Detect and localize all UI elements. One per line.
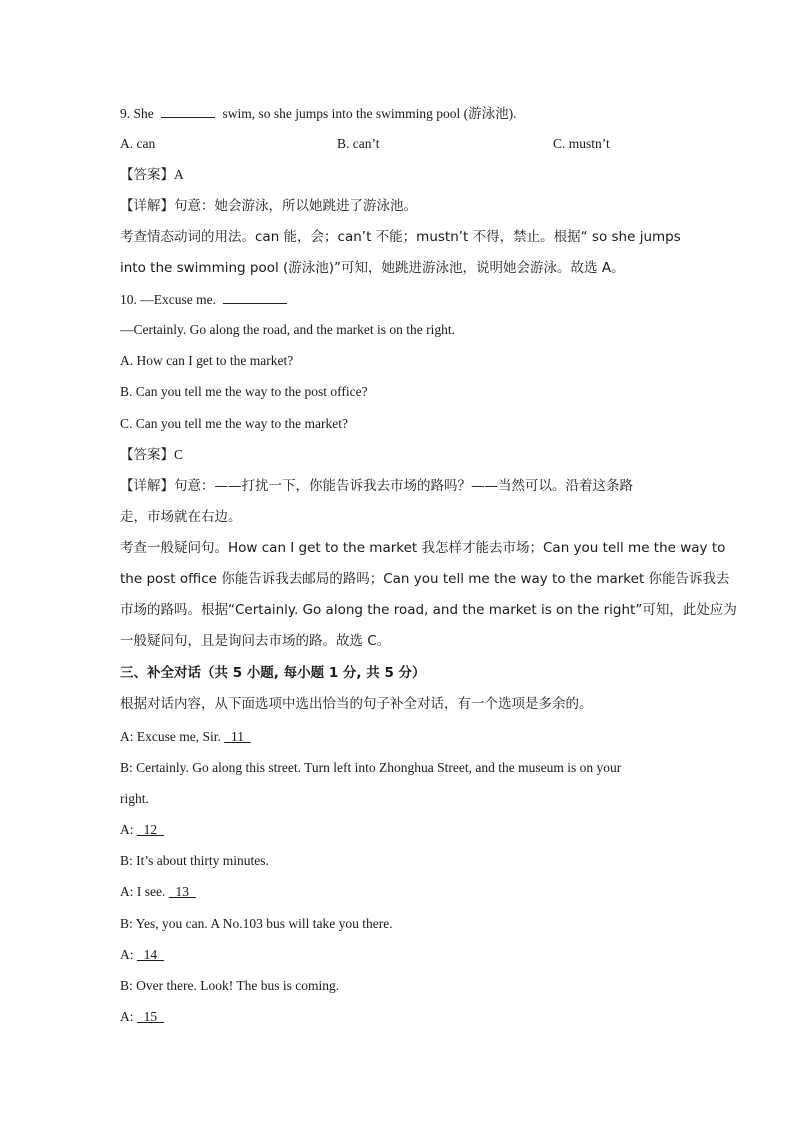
q9-stem — [120, 103, 680, 124]
blank-11: 11 — [224, 729, 251, 744]
q10-detail-1 — [120, 476, 680, 496]
q10-reply: —Certainly. Go along the road, and the market is on the right. — [120, 322, 456, 337]
dialogue-text: B: Over there. Look! The bus is coming. — [120, 978, 340, 993]
dialogue-line — [120, 758, 680, 778]
q10-answer-label: 【答案】 — [120, 447, 174, 463]
q9-answer — [120, 165, 680, 185]
dialogue-line — [120, 789, 680, 809]
section-3-instruction: 根据对话内容，从下面选项中选出恰当的句子补全对话，有一个选项是多余的。 — [120, 696, 593, 712]
q10-blank — [223, 289, 287, 304]
blank-15: 15 — [136, 1009, 164, 1024]
dialogue-line — [120, 882, 680, 902]
q9-detail-2: 考查情态动词的用法。can 能，会；can’t 不能；mustn’t 不得，禁止。根据“ so she jumps — [120, 229, 681, 245]
q10-option-a: A. How can I get to the market? — [120, 353, 294, 368]
q9-option-b: B. can’t — [337, 136, 380, 151]
dialogue-line — [120, 851, 680, 871]
dialogue-text: B: It’s about thirty minutes. — [120, 853, 269, 868]
dialogue-text: B: Certainly. Go along this street. Turn left into Zhonghua Street, and the museum is on your — [120, 760, 622, 775]
dialogue-line — [120, 727, 680, 747]
q9-detail-1 — [120, 196, 680, 216]
dialogue-line — [120, 1007, 680, 1027]
q10-detail-6: 一般疑问句，且是询问去市场的路。故选 C。 — [120, 633, 391, 649]
q9-detail-3: into the swimming pool (游泳池)”可知，她跳进游泳池，说明她会游泳。故选 A。 — [120, 260, 625, 276]
blank-14: 14 — [136, 947, 164, 962]
q10-detail-5: 市场的路吗。根据“Certainly. Go along the road, and the market is on the right”可知，此处应为 — [120, 602, 737, 618]
dialogue-line — [120, 914, 680, 934]
q9-options — [120, 134, 680, 154]
q10-option-b: B. Can you tell me the way to the post office? — [120, 384, 368, 399]
dialogue-text: B: Yes, you can. A No.103 bus will take you there. — [120, 916, 393, 931]
q9-detail-label: 【详解】 — [120, 198, 174, 214]
q10-stem-text: 10. —Excuse me. — [120, 292, 216, 307]
dialogue-text: right. — [120, 791, 149, 806]
q9-option-a: A. can — [120, 136, 156, 151]
q9-option-c: C. mustn’t — [553, 136, 610, 151]
dialogue-line — [120, 820, 680, 840]
section-3-heading: 三、补全对话（共 5 小题, 每小题 1 分, 共 5 分） — [120, 665, 426, 681]
q10-stem — [120, 289, 680, 310]
dialogue-text: A: — [120, 1009, 137, 1024]
dialogue-line — [120, 976, 680, 996]
q10-detail-3: 考查一般疑问句。How can I get to the market 我怎样才能去市场；Can you tell me the way to — [120, 540, 726, 556]
q10-detail-2: 走，市场就在右边。 — [120, 509, 242, 525]
q9-blank — [161, 103, 215, 118]
q10-answer-value: C — [174, 447, 184, 462]
dialogue-text: A: Excuse me, Sir. — [120, 729, 225, 744]
q9-stem-before: 9. She — [120, 106, 154, 121]
q10-option-c: C. Can you tell me the way to the market? — [120, 416, 348, 431]
dialogue-text: A: — [120, 822, 137, 837]
q9-answer-label: 【答案】 — [120, 167, 174, 183]
q9-answer-value: A — [174, 167, 184, 182]
q10-detail-4: the post office 你能告诉我去邮局的路吗；Can you tell me the way to the market 你能告诉我去 — [120, 571, 730, 587]
dialogue-text: A: I see. — [120, 884, 169, 899]
q10-answer — [120, 445, 680, 465]
q9-detail-text-1: 句意：她会游泳，所以她跳进了游泳池。 — [174, 198, 417, 214]
blank-12: 12 — [136, 822, 164, 837]
blank-13: 13 — [168, 884, 196, 899]
q10-detail-label: 【详解】 — [120, 478, 174, 494]
q9-stem-after: swim, so she jumps into the swimming pool (游泳池). — [222, 106, 517, 121]
dialogue-line — [120, 945, 680, 965]
q10-detail-text-1: 句意：——打扰一下，你能告诉我去市场的路吗？——当然可以。沿着这条路 — [174, 478, 633, 494]
dialogue-text: A: — [120, 947, 137, 962]
